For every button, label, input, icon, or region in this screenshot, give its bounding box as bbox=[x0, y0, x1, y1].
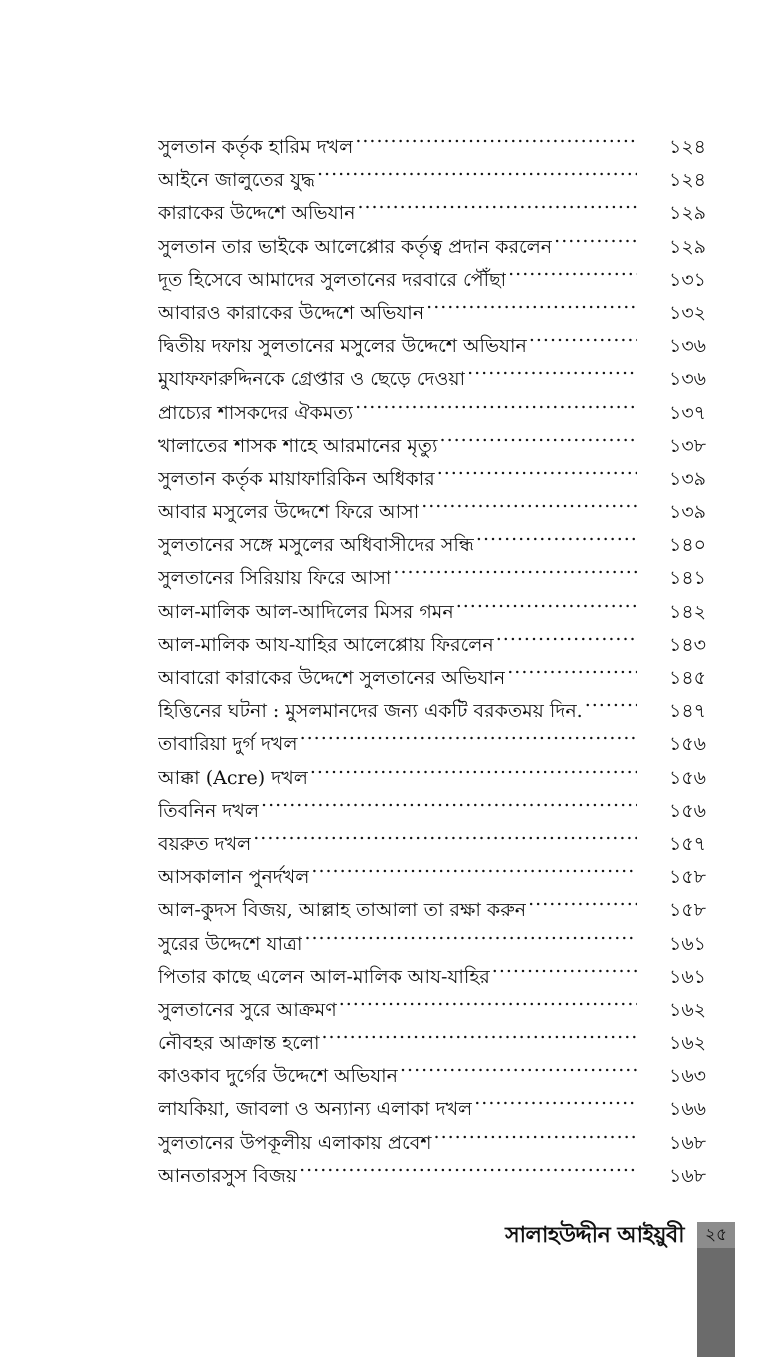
book-title: সালাহউদ্দীন আইয়ুবী bbox=[505, 1223, 684, 1248]
toc-entry-title: বয়রুত দখল bbox=[158, 832, 252, 855]
toc-entry-title: আক্কা (Acre) দখল bbox=[158, 766, 308, 789]
toc-entry-page: ১৬৮ bbox=[669, 1164, 707, 1187]
toc-entry-page: ১২৯ bbox=[669, 235, 707, 258]
dot-leader bbox=[496, 618, 637, 651]
toc-entry-title: তিবনিন দখল bbox=[158, 799, 260, 822]
toc-entry-title: দূত হিসেবে আমাদের সুলতানের দরবারে পৌঁছা bbox=[158, 268, 507, 291]
toc-entry-title: সুলতান কর্তৃক মায়াফারিকিন অধিকার bbox=[158, 467, 435, 490]
dot-leader bbox=[339, 983, 637, 1016]
dot-leader bbox=[304, 917, 637, 950]
toc-entry-title: তাবারিয়া দুর্গ দখল bbox=[158, 733, 298, 756]
toc-entry-title: সুরের উদ্দেশে যাত্রা bbox=[158, 932, 303, 955]
dot-leader bbox=[508, 253, 637, 286]
toc-entry-title: সুলতানের উপকূলীয় এলাকায় প্রবেশ bbox=[158, 1131, 432, 1154]
dot-leader bbox=[474, 1082, 637, 1115]
dot-leader bbox=[507, 651, 637, 684]
toc-entry bbox=[158, 120, 713, 158]
toc-entry-title: আল-মালিক আল-আদিলের মিসর গমন bbox=[158, 600, 454, 623]
toc-entry-title: কাওকাব দুর্গের উদ্দেশে অভিযান bbox=[158, 1065, 399, 1088]
dot-leader bbox=[476, 518, 637, 551]
toc-entry-page: ১৫৭ bbox=[669, 832, 707, 855]
toc-entry-page: ১২৯ bbox=[669, 202, 707, 225]
dot-leader bbox=[299, 1149, 637, 1182]
toc-entry-title: মুযাফফারুদ্দিনকে গ্রেপ্তার ও ছেড়ে দেওয়া bbox=[158, 368, 466, 391]
dot-leader bbox=[322, 1016, 637, 1049]
toc-entry-title: আল-মালিক আয-যাহির আলেপ্পোয় ফিরলেন bbox=[158, 633, 494, 656]
dot-leader bbox=[467, 352, 637, 385]
dot-leader bbox=[311, 850, 637, 883]
toc-entry-title: লাযকিয়া, জাবলা ও অন্যান্য এলাকা দখল bbox=[158, 1098, 473, 1121]
toc-entry-page: ১৩৮ bbox=[669, 434, 707, 457]
toc-entry-page: ১৩৬ bbox=[669, 368, 707, 391]
toc-entry-title: আবারো কারাকের উদ্দেশে সুলতানের অভিযান bbox=[158, 667, 506, 689]
table-of-contents bbox=[158, 120, 713, 1187]
toc-entry-title: কারাকের উদ্দেশে অভিযান bbox=[158, 202, 356, 225]
dot-leader bbox=[440, 419, 637, 452]
toc-entry-page: ১২৪ bbox=[669, 169, 707, 192]
dot-leader bbox=[421, 485, 637, 518]
dot-leader bbox=[585, 684, 637, 717]
dot-leader bbox=[434, 1116, 637, 1149]
dot-leader bbox=[437, 452, 637, 485]
toc-entry-title: খালাতের শাসক শাহে আরমানের মৃত্যু bbox=[158, 434, 438, 457]
dot-leader bbox=[310, 751, 637, 784]
toc-entry-page: ১৪০ bbox=[669, 534, 707, 557]
dot-leader bbox=[300, 717, 637, 750]
toc-entry-title: সুলতানের সঙ্গে মসুলের অধিবাসীদের সন্ধি bbox=[158, 534, 474, 557]
dot-leader bbox=[253, 817, 637, 850]
dot-leader bbox=[400, 1049, 637, 1082]
toc-entry-page: ১৩৭ bbox=[669, 401, 707, 424]
dot-leader bbox=[554, 220, 637, 253]
toc-entry-page: ১৩৯ bbox=[669, 501, 707, 524]
dot-leader bbox=[393, 551, 637, 584]
page-edge-tab bbox=[697, 1222, 735, 1357]
toc-entry-title: নৌবহর আক্রান্ত হলো bbox=[158, 1032, 320, 1055]
toc-entry-page: ১৫৬ bbox=[669, 766, 707, 789]
toc-entry-page: ১২৪ bbox=[669, 136, 707, 158]
toc-entry-title: সুলতান তার ভাইকে আলেপ্পোর কর্তৃত্ব প্রদান করলেন bbox=[158, 235, 553, 258]
toc-entry-page: ১৫৮ bbox=[669, 866, 706, 889]
toc-entry-page: ১৬৮ bbox=[669, 1131, 707, 1154]
toc-entry-title: আল-কুদস বিজয়, আল্লাহ তাআলা তা রক্ষা করুন bbox=[158, 899, 527, 922]
toc-entry-page: ১৫৬ bbox=[669, 799, 707, 822]
toc-entry-page: ১৫৬ bbox=[669, 733, 707, 756]
toc-entry-page: ১৩১ bbox=[669, 268, 707, 291]
toc-entry-page: ১৪২ bbox=[669, 600, 707, 623]
toc-entry-page: ১৬২ bbox=[669, 1032, 707, 1055]
dot-leader bbox=[529, 319, 637, 352]
toc-entry-page: ১৪৩ bbox=[669, 633, 707, 656]
toc-entry-page: ১৬১ bbox=[669, 965, 707, 988]
toc-entry-title: সুলতানের সুরে আক্রমণ bbox=[158, 998, 337, 1021]
dot-leader bbox=[528, 883, 637, 916]
toc-entry-title: আইনে জালুতের যুদ্ধ bbox=[158, 169, 315, 192]
dot-leader bbox=[426, 286, 637, 319]
toc-entry-title: আবার মসুলের উদ্দেশে ফিরে আসা bbox=[158, 501, 420, 524]
toc-entry-page: ১৪১ bbox=[669, 567, 706, 590]
toc-entry-title: দ্বিতীয় দফায় সুলতানের মসুলের উদ্দেশে অভিযান bbox=[158, 335, 527, 358]
dot-leader bbox=[357, 186, 637, 219]
dot-leader bbox=[261, 784, 637, 817]
dot-leader bbox=[456, 585, 637, 618]
toc-entry-page: ১৬২ bbox=[669, 998, 707, 1021]
dot-leader bbox=[355, 386, 637, 419]
toc-entry-title: আসকালান পুনর্দখল bbox=[158, 866, 310, 889]
toc-entry-page: ১৩২ bbox=[669, 301, 707, 324]
toc-entry-title: প্রাচ্যের শাসকদের ঐকমত্য bbox=[158, 401, 354, 424]
dot-leader bbox=[355, 120, 637, 153]
toc-entry-page: ১৬৩ bbox=[669, 1065, 707, 1088]
toc-entry-page: ১৬৬ bbox=[669, 1098, 707, 1121]
toc-entry-title: সুলতানের সিরিয়ায় ফিরে আসা bbox=[158, 567, 392, 590]
toc-entry-title: আনতারসুস বিজয় bbox=[158, 1164, 298, 1187]
toc-entry-page: ১৪৫ bbox=[669, 667, 706, 689]
page-number: ২৫ bbox=[697, 1222, 735, 1248]
toc-entry-page: ১৫৮ bbox=[669, 899, 706, 922]
toc-entry-page: ১৩৯ bbox=[669, 467, 707, 490]
toc-entry-title: হিত্তিনের ঘটনা : মুসলমানদের জন্য একটি বরকতময় দিন. bbox=[158, 700, 583, 723]
dot-leader bbox=[317, 153, 637, 186]
dot-leader bbox=[492, 950, 637, 983]
toc-entry-title: আবারও কারাকের উদ্দেশে অভিযান bbox=[158, 301, 425, 324]
toc-entry-page: ১৪৭ bbox=[669, 700, 707, 723]
toc-entry-page: ১৩৬ bbox=[669, 335, 707, 358]
toc-entry-title: পিতার কাছে এলেন আল-মালিক আয-যাহির bbox=[158, 965, 490, 988]
toc-entry-page: ১৬১ bbox=[669, 932, 707, 955]
toc-entry-title: সুলতান কর্তৃক হারিম দখল bbox=[158, 136, 354, 158]
